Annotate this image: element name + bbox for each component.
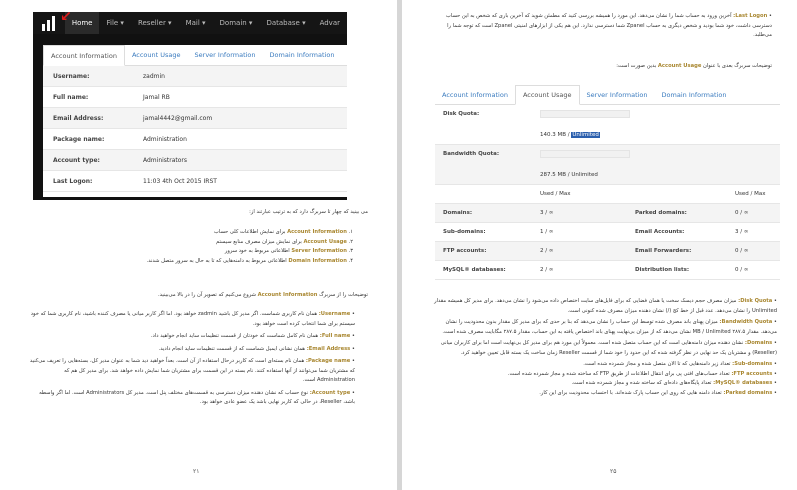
account-panel	[43, 45, 347, 197]
bullet-term: Package name:	[305, 358, 351, 364]
row-label: Username:	[53, 72, 90, 80]
last-logon-paragraph: • Last Logon: آخرین ورود به حساب شما را نشان می‌دهد. این مورد را همیشه بررسی کنید که مطمئن شوید که آخرین باری که شخص به این حساب دسترسی داشت، خود شما بودید و شخص دیگری به حساب Zpanel شما دسترسی ندارد. این هم یکی از ابزارهای امنیتی Zpanel است که توجه شما را می‌طلبد.	[445, 13, 772, 38]
list-item: • Disk Quota: میزان مصرف حجم دیسک سخت یا همان فضایی که برای فایل‌های سایت اختصاص داده می‌شود را نشان می‌دهد. برای مدیر کل همیشه مقدار Unlimited را نشان می‌دهد. عدد قبل از خط کج (/) نشان دهنده میزان مصرف شده کنونی است.	[434, 298, 777, 314]
list-item	[28, 247, 353, 257]
account-table	[43, 66, 347, 192]
list-text: اطلاعاتی مربوط به دامنه‌هایی که تا به حال به سرور متصل شدند.	[146, 257, 289, 264]
bullet-text: تعداد دامنه هایی که روی این حساب پارک شده‌اند. با احتساب محدودیت برای این کار.	[539, 389, 724, 396]
list-item: • Email Address: همان نشانی ایمیل شماست که از قسمت تنظیمات ساید انجام دادید.	[158, 345, 355, 352]
stat-value: 2 / ∞	[540, 248, 554, 254]
section-intro-pre: توضیحات را از سربرگ	[317, 292, 368, 298]
account-tabs	[43, 45, 347, 66]
table-row	[435, 242, 780, 261]
intro-text: می بینید که چهار تا سربرگ دارد که به ترتیب عبارتند از:	[249, 209, 368, 215]
bandwidth-value: 287.5 MB / Unlimited	[540, 172, 598, 178]
bullet-text: همان نشانی ایمیل شماست که از قسمت تنظیمات ساید انجام دادید.	[158, 345, 307, 352]
bullet-text: تعداد زیر دامنه‌هایی که تا الان متصل شده و مجاز شمرده شده است.	[583, 361, 733, 367]
usage-intro-term: Account Usage	[657, 63, 702, 69]
red-arrow-icon: ↙	[60, 12, 72, 25]
bullet-text: میزان مصرف حجم دیسک سخت یا همان فضایی که برای فایل‌های سایت اختصاص داده می‌شود را نشان می‌دهد. برای مدیر کل همیشه مقدار Unlimited را نشان می‌دهد. عدد قبل از خط کج (/) نشان دهنده میزان مصرف شده کنونی است.	[434, 298, 777, 314]
disk-usage-bar	[540, 110, 630, 118]
nav-file[interactable]: File ▾	[106, 19, 124, 27]
row-value: Jamal RB	[143, 93, 170, 101]
table-row	[43, 150, 347, 171]
tab-server-information[interactable]: Server Information	[586, 90, 648, 99]
bullet-term: Disk Quota:	[738, 298, 773, 304]
stat-value-2: 0 / ∞	[735, 267, 749, 273]
bullet-term: FTP accounts:	[731, 370, 773, 377]
list-item	[28, 228, 353, 238]
tab-account-information[interactable]: Account Information	[43, 45, 125, 66]
usage-intro-post: بدین صورت است:	[616, 63, 658, 69]
row-value: Administrators	[143, 156, 188, 164]
bullet-term: Account type:	[309, 389, 351, 396]
row-label: Last Logon:	[53, 177, 93, 185]
row-value: jamal4442@gmail.com	[143, 114, 213, 122]
disk-quota-value-wrap	[540, 132, 600, 138]
disk-quota-value: 140.3 MB /	[540, 132, 572, 138]
nav-reseller[interactable]: Reseller ▾	[137, 19, 172, 27]
row-label: Package name:	[53, 135, 105, 143]
bullet-text: تعداد پایگاه‌های داده‌ای که ساخته شده و مجاز شمرده شده است.	[571, 380, 714, 386]
list-term: Account Information	[287, 229, 347, 235]
list-text: برای نمایش میزان مصرف منابع سیستم	[216, 238, 304, 245]
nav-database[interactable]: Database ▾	[266, 19, 306, 27]
right-page	[402, 0, 797, 490]
section-intro-term: Account Information	[257, 292, 318, 298]
bullet-text: تعداد حساب‌های افتی پی برای انتقال اطلاعات از طریق FTP که ساخته شده و مجاز شمرده شده است.	[507, 370, 732, 377]
usage-intro-pre: توضیحات سربرگ بعدی با عنوان	[701, 63, 772, 69]
section-intro	[28, 291, 368, 301]
stat-label: Sub-domains:	[443, 229, 486, 235]
tab-account-information[interactable]: Account Information	[442, 90, 508, 99]
list-num: ۲.	[348, 238, 353, 245]
list-item: • Bandwidth Quota: میزان پهنای باند مصرف شده توسط این حساب را نشان می‌دهد که بنا بر حدی که برای مدیر کل مقدار بدون محدودیت را نشان می‌دهد. مقدار ۲۸۷.۵ MB / Unlimited نشان می‌دهد که از میزان بی‌نهایت پهنای باند اختصاص یافته به این حساب، مقدار ۲۸۷.۵ مگابایت مصرف شده است.	[442, 319, 777, 335]
account-bullets	[28, 310, 355, 408]
left-page	[0, 0, 397, 490]
usage-tabs	[435, 85, 780, 105]
row-label: Account type:	[53, 156, 100, 164]
bullet-text: میزان پهنای باند مصرف شده توسط این حساب را نشان می‌دهد که بنا بر حدی که برای مدیر کل مقدار بدون محدودیت را نشان می‌دهد. مقدار ۲۸۷.۵ MB / Unlimited نشان می‌دهد که از میزان بی‌نهایت پهنای باند اختصاص یافته به این حساب، مقدار ۲۸۷.۵ مگابایت مصرف شده است.	[442, 319, 777, 335]
bullet-term: Sub-domains:	[732, 361, 773, 367]
list-item: • MySQL® databases: تعداد پایگاه‌های داده‌ای که ساخته شده و مجاز شمرده شده است.	[571, 380, 777, 386]
list-text: اطلاعاتی مربوط به خود سرور	[224, 248, 292, 254]
usage-table	[435, 105, 780, 280]
list-item	[28, 238, 353, 248]
row-label: Email Address:	[53, 114, 104, 122]
list-item: • Domains: نشان دهنده میزان دامنه‌هایی است که این حساب متصل شده است. معمولاً این مورد هم برای مدیر کل بی‌نهایت است اما برای کاربران میانی (Reseller) و مشتریان یک حد نهایی در نظر گرفته شده که این حدود را خود شما از قسمت Reseller زمان ساخت یک بسته قابل تعیین خواهید کرد.	[440, 340, 777, 356]
list-item: • Full name: همان نام کامل شماست که خودتان از قسمت تنظیمات ساید انجام خواهید داد.	[150, 333, 355, 339]
list-item: • Parked domains: تعداد دامنه هایی که روی این حساب پارک شده‌اند. با احتساب محدودیت برای این کار.	[539, 389, 777, 396]
tab-account-usage[interactable]: Account Usage	[131, 51, 181, 59]
stat-value: 2 / ∞	[540, 267, 554, 273]
table-row	[435, 204, 780, 223]
zpanel-screenshot	[33, 12, 347, 200]
bullet-text: نوع حساب که نشان دهنده میزان دسترسی به قسمت‌های مختلف پنل است. مدیر کل Administrators است. اما اگر واسطه باشد، Reseller، در حالی که کاربر نهایی باشد یک عضو عادی خواهد بود.	[39, 389, 355, 405]
bandwidth-label: Bandwidth Quota:	[443, 151, 500, 157]
bullet-term: Full name:	[319, 333, 351, 339]
bandwidth-row	[435, 145, 780, 185]
zpanel-logo-icon[interactable]	[33, 12, 72, 34]
bullet-term: MySQL® databases:	[713, 380, 773, 386]
stat-label-2: Email Forwarders:	[635, 248, 692, 254]
bullet-term: Parked domains:	[723, 389, 773, 396]
usage-panel	[435, 85, 780, 285]
stat-label-2: Parked domains:	[635, 210, 687, 216]
row-value: Administration	[143, 135, 187, 143]
stat-label: MySQL® databases:	[443, 267, 506, 273]
list-num: ۴.	[348, 257, 353, 264]
usage-intro	[432, 62, 772, 72]
disk-quota-label: Disk Quota:	[443, 111, 480, 117]
list-term: Server Information	[291, 248, 347, 254]
last-logon-text: آخرین ورود به حساب شما را نشان می‌دهد. این مورد را همیشه بررسی کنید که مطمئن شوید که آخرین باری که شخص به این حساب دسترسی داشت، خود شما بودید و شخص دیگری به حساب Zpanel شما دسترسی ندارد. این هم یکی از ابزارهای امنیتی Zpanel است که توجه شما را می‌طلبد.	[445, 13, 772, 38]
nav-home[interactable]: Home	[65, 12, 100, 34]
row-label: Full name:	[53, 93, 89, 101]
list-item: • Package name: همان نام بسته‌ای است که کاربر درحال استفاده از آن است. بعداً خواهید دید شما به عنوان مدیر کل، بسته‌هایی را تعریف می‌کنید که مشتریان شما می‌توانند از آنها استفاده کنند. نام بسته در این قسمت برای مشتریان شما نمایش داده خواهد شد. برای مدیر کل هم که Administration است.	[29, 358, 355, 383]
bullet-text: همان نام بسته‌ای است که کاربر درحال استفاده از آن است. بعداً خواهید دید شما به عنوان مدیر کل، بسته‌هایی را تعریف می‌کنید که مشتریان شما می‌توانند از آنها استفاده کنند. نام بسته در این قسمت برای مشتریان شما نمایش داده خواهد شد. برای مدیر کل هم که Administration است.	[29, 358, 355, 383]
bullet-text: همان نام کامل شماست که خودتان از قسمت تنظیمات ساید انجام خواهید داد.	[150, 333, 320, 339]
bullet-term: Bandwidth Quota:	[719, 319, 773, 325]
tab-list	[28, 228, 353, 266]
page-number: ۲۵	[610, 468, 617, 475]
section-intro-post: شروع می‌کنیم که تصویر آن را در بالا می‌بینید.	[158, 292, 258, 298]
row-value: zadmin	[143, 72, 165, 80]
disk-quota-limit: Unlimited	[572, 132, 599, 138]
list-item: • Username: همان نام کاربری شماست. اگر مدیر کل باشید zadmin خواهد بود. اما اگر کاربر میانی یا مصرف کننده باشید، نام کاربری شما که خود سیستم برای شما انتخاب کرده است خواهد بود.	[30, 311, 355, 327]
nav-mail[interactable]: Mail ▾	[185, 19, 206, 27]
list-text: برای نمایش اطلاعات کلی حساب	[213, 229, 288, 235]
bandwidth-usage-bar	[540, 150, 630, 158]
table-row	[43, 87, 347, 108]
tab-domain-information[interactable]: Domain Information	[661, 90, 727, 99]
list-num: ۳.	[348, 248, 353, 254]
stat-label-2: Distribution lists:	[635, 267, 690, 273]
nav-advanced[interactable]: Advar	[319, 19, 340, 27]
list-term: Domain Information	[288, 257, 347, 264]
table-row	[43, 129, 347, 150]
used-max-header	[435, 185, 780, 204]
nav-domain[interactable]: Domain ▾	[219, 19, 253, 27]
table-row	[43, 108, 347, 129]
used-max-label: Used / Max	[540, 191, 571, 197]
tab-domain-information[interactable]: Domain Information	[269, 51, 335, 59]
table-row	[43, 66, 347, 87]
stat-value-2: 0 / ∞	[735, 210, 749, 216]
table-row	[435, 261, 780, 280]
list-num: ۱.	[348, 229, 353, 235]
stat-value-2: 3 / ∞	[735, 229, 749, 235]
stat-value-2: 0 / ∞	[735, 248, 749, 254]
disk-quota-row	[435, 105, 780, 145]
usage-bullets	[432, 297, 777, 398]
stat-label: FTP accounts:	[443, 248, 487, 254]
stat-value: 3 / ∞	[540, 210, 554, 216]
navbar	[33, 12, 347, 34]
stat-value: 1 / ∞	[540, 229, 554, 235]
list-item: • Sub-domains: تعداد زیر دامنه‌هایی که تا الان متصل شده و مجاز شمرده شده است.	[583, 361, 777, 367]
row-value: 11:03 4th Oct 2015 IRST	[143, 177, 217, 185]
stat-label-2: Email Accounts:	[635, 229, 685, 235]
bullet-text: نشان دهنده میزان دامنه‌هایی است که این حساب متصل شده است. معمولاً این مورد هم برای مدیر کل بی‌نهایت است اما برای کاربران میانی (Reseller) و مشتریان یک حد نهایی در نظر گرفته شده که این حدود را خود شما از قسمت Reseller زمان ساخت یک بسته قابل تعیین خواهید کرد.	[440, 340, 777, 356]
list-item: • FTP accounts: تعداد حساب‌های افتی پی برای انتقال اطلاعات از طریق FTP که ساخته شده و مجاز شمرده شده است.	[507, 370, 777, 377]
list-term: Account Usage	[303, 238, 347, 245]
used-max-label-2: Used / Max	[735, 191, 766, 197]
stat-label: Domains:	[443, 210, 473, 216]
tab-server-information[interactable]: Server Information	[194, 51, 256, 59]
bullet-term: Username:	[318, 311, 351, 317]
page-number: ۲۱	[193, 468, 200, 475]
tab-account-usage[interactable]: Account Usage	[515, 85, 580, 105]
table-row	[435, 223, 780, 242]
last-logon-term: Last Logon:	[733, 13, 768, 19]
list-item	[28, 257, 353, 267]
bullet-term: Email Address:	[306, 345, 351, 352]
table-row	[43, 171, 347, 192]
list-item: • Account type: نوع حساب که نشان دهنده میزان دسترسی به قسمت‌های مختلف پنل است. مدیر کل Administrators است. اما اگر واسطه باشد، Reseller، در حالی که کاربر نهایی باشد یک عضو عادی خواهد بود.	[39, 389, 355, 405]
bullet-text: همان نام کاربری شماست. اگر مدیر کل باشید zadmin خواهد بود. اما اگر کاربر میانی یا مصرف کننده باشید، نام کاربری شما که خود سیستم برای شما انتخاب کرده است خواهد بود.	[30, 311, 355, 327]
bullet-term: Domains:	[744, 340, 773, 346]
